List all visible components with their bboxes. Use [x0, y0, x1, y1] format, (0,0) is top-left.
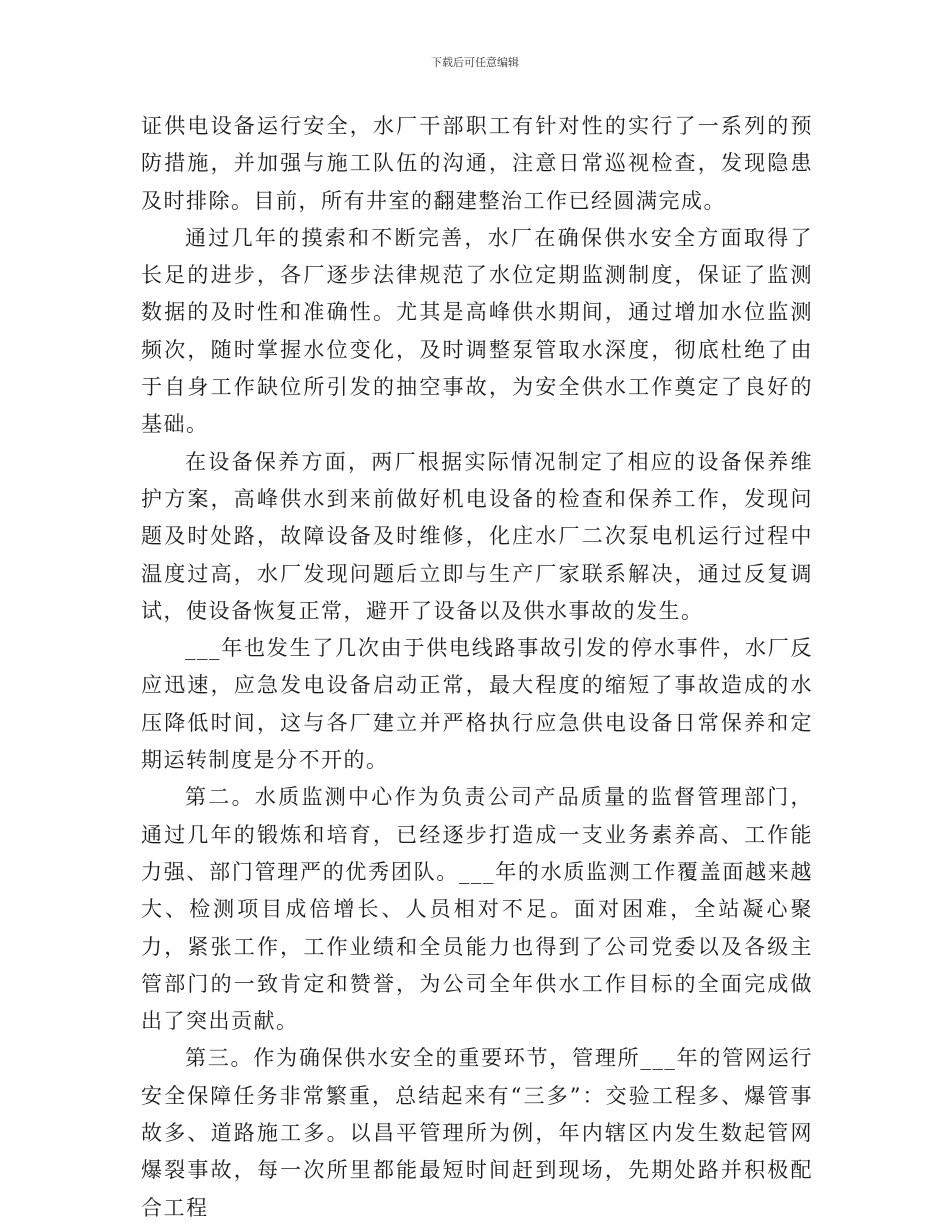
- paragraph: ___年也发生了几次由于供电线路事故引发的停水事件，水厂反应迅速，应急发电设备启动正常，最大程度的缩短了事故造成的水压降低时间，这与各厂建立并严格执行应急供电设备日常保养和定期运转制度是分不开的。: [141, 636, 813, 773]
- paragraph: 第二。水质监测中心作为负责公司产品质量的监督管理部门，通过几年的锻炼和培育，已经逐步打造成一支业务素养高、工作能力强、部门管理严的优秀团队。___年的水质监测工作覆盖面越来越大、检测项目成倍增长、人员相对不足。面对困难，全站凝心聚力，紧张工作，工作业绩和全员能力也得到了公司党委以及各级主管部门的一致肯定和赞誉，为公司全年供水工作目标的全面完成做出了突出贡献。: [141, 785, 813, 1034]
- document-body: [141, 108, 813, 1227]
- paragraph: 证供电设备运行安全，水厂干部职工有针对性的实行了一系列的预防措施，并加强与施工队伍的沟通，注意日常巡视检查，发现隐患及时排除。目前，所有井室的翻建整治工作已经圆满完成。: [141, 114, 813, 213]
- paragraph: 第三。作为确保供水安全的重要环节，管理所___年的管网运行安全保障任务非常繁重，总结起来有“三多”：交验工程多、爆管事故多、道路施工多。以昌平管理所为例，年内辖区内发生数起管网爆裂事故，每一次所里都能最短时间赶到现场，先期处路并积极配合工程: [141, 1046, 813, 1220]
- paragraph: 在设备保养方面，两厂根据实际情况制定了相应的设备保养维护方案，高峰供水到来前做好机电设备的检查和保养工作，发现问题及时处路，故障设备及时维修，化庄水厂二次泵电机运行过程中温度过高，水厂发现问题后立即与生产厂家联系解决，通过反复调试，使设备恢复正常，避开了设备以及供水事故的发生。: [141, 449, 813, 623]
- paragraph: 通过几年的摸索和不断完善，水厂在确保供水安全方面取得了长足的进步，各厂逐步法律规范了水位定期监测制度，保证了监测数据的及时性和准确性。尤其是高峰供水期间，通过增加水位监测频次，随时掌握水位变化，及时调整泵管取水深度，彻底杜绝了由于自身工作缺位所引发的抽空事故，为安全供水工作奠定了良好的基础。: [141, 225, 813, 437]
- page-header: 下载后可任意编辑: [431, 56, 519, 69]
